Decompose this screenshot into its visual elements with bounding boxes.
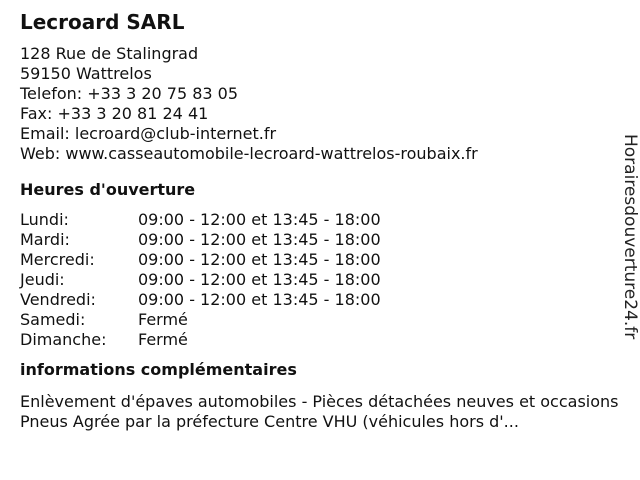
hours-value: 09:00 - 12:00 et 13:45 - 18:00 [138,210,381,229]
hours-row-samedi [20,310,620,330]
additional-info-heading: informations complémentaires [20,360,297,379]
phone-line: Telefon: +33 3 20 75 83 05 [20,84,239,103]
day-label: Mercredi: [20,250,95,269]
day-label: Lundi: [20,210,69,229]
business-card [20,8,620,432]
additional-info-text: Enlèvement d'épaves automobiles - Pièces détachées neuves et occasions Pneus Agrée par la préfecture Centre VHU (véhicules hors d'... [20,392,619,431]
day-label: Mardi: [20,230,70,249]
address-line-1: 128 Rue de Stalingrad [20,44,199,63]
day-label: Dimanche: [20,330,107,349]
hours-row-jeudi [20,270,620,290]
day-label: Samedi: [20,310,86,329]
hours-row-lundi [20,210,620,230]
day-label: Jeudi: [20,270,65,289]
hours-value: 09:00 - 12:00 et 13:45 - 18:00 [138,290,381,309]
day-label: Vendredi: [20,290,96,309]
opening-hours-list [20,210,620,350]
site-watermark: Horairesdouverture24.fr [620,134,640,340]
hours-row-vendredi [20,290,620,310]
hours-value: 09:00 - 12:00 et 13:45 - 18:00 [138,270,381,289]
email-line: Email: lecroard@club-internet.fr [20,124,277,143]
address-line-2: 59150 Wattrelos [20,64,152,83]
hours-row-mercredi [20,250,620,270]
hours-value: Fermé [138,310,188,329]
hours-value: 09:00 - 12:00 et 13:45 - 18:00 [138,250,381,269]
hours-row-dimanche [20,330,620,350]
opening-hours-heading: Heures d'ouverture [20,180,196,199]
hours-value: 09:00 - 12:00 et 13:45 - 18:00 [138,230,381,249]
business-name: Lecroard SARL [20,10,185,34]
hours-value: Fermé [138,330,188,349]
web-line: Web: www.casseautomobile-lecroard-wattrelos-roubaix.fr [20,144,478,163]
hours-row-mardi [20,230,620,250]
fax-line: Fax: +33 3 20 81 24 41 [20,104,209,123]
